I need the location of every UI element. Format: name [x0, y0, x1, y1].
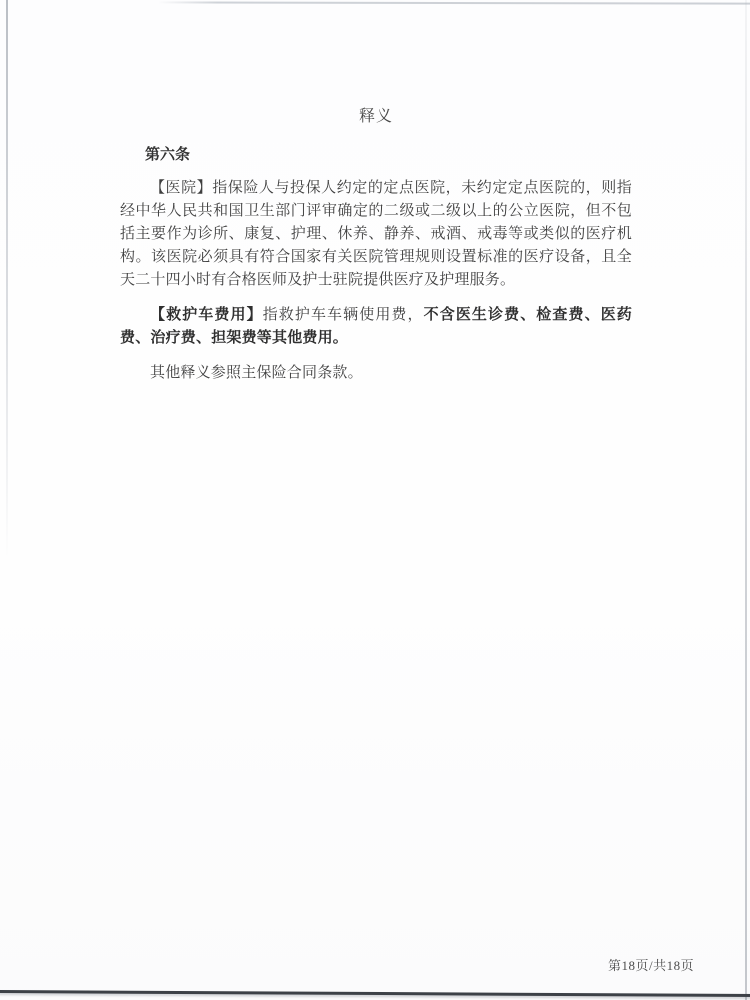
hospital-term: 【医院】 — [150, 179, 213, 196]
page-number: 第18页/共18页 — [608, 958, 695, 973]
paragraph-ambulance-definition — [120, 303, 632, 349]
scan-edge-left — [6, 0, 8, 560]
paragraph-hospital-definition — [120, 176, 632, 291]
ambulance-exclusions-text: 不含医生诊费、检查费、医药费、治疗费、担架费等其他费用。 — [120, 306, 632, 346]
ambulance-definition-text: 指救护车车辆使用费， — [262, 306, 424, 323]
hospital-definition-text: 指保险人与投保人约定的定点医院，未约定定点医院的，则指经中华人民共和国卫生部门评审确定的二级或二级以上的公立医院，但不包括主要作为诊所、康复、护理、休养、静养、戒酒、戒毒等或类似的医疗机构。该医院必须具有符合国家有关医院管理规则设置标准的医疗设备，且全天二十四小时有合格医师及护士驻院提供医疗及护理服务。 — [120, 179, 632, 288]
page-title: 释义 — [358, 108, 393, 125]
section-heading: 第六条 — [145, 146, 191, 163]
document-content — [120, 0, 632, 384]
ambulance-fee-term: 【救护车费用】 — [150, 306, 263, 323]
scan-edge-bottom — [0, 990, 750, 997]
scan-edge-right — [745, 0, 747, 1000]
closing-note: 其他释义参照主保险合同条款。 — [150, 364, 363, 381]
